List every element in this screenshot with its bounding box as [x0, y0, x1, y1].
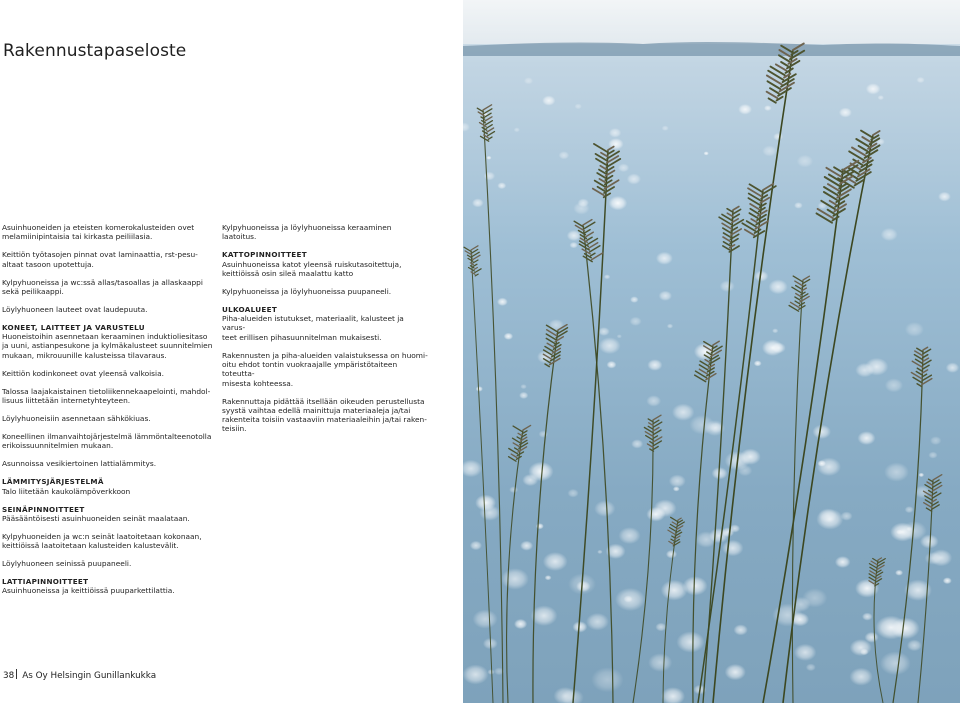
column-left-paragraph: [2, 459, 214, 468]
column-right-paragraph-text: Rakennusten ja piha-alueiden valaistuksessa on huomi- oitu ehdot tontin vuokraajalle ympäristötaiteen toteutta- misesta kohteessa.: [222, 350, 428, 388]
column-right-paragraph: [222, 397, 428, 434]
column-left-paragraph-text: Löylyhuoneen lauteet ovat laudepuuta.: [2, 304, 148, 314]
column-left-paragraph-text: Kylpyhuoneiden ja wc:n seinät laatoitetaan kokonaan, keittiöissä laatoitetaan kalusteiden kalustevälit.: [2, 531, 202, 551]
column-left-paragraph: [2, 223, 214, 242]
page-footer: [3, 669, 156, 681]
column-left-section-heading: LATTIAPINNOITTEET: [2, 577, 89, 587]
column-left-paragraph: [2, 323, 214, 360]
text-column-left: [2, 223, 214, 604]
column-left-section-heading: LÄMMITYSJÄRJESTELMÄ: [2, 477, 104, 487]
column-right-paragraph-text: Rakennuttaja pidättää itsellään oikeuden perustellusta syystä vaihtaa edellä mainittuja materiaaleja ja/tai rakenteita toisiin vastaaviin materiaaleihin ja/tai raken- teisiin.: [222, 396, 427, 434]
column-left-paragraph-text: Löylyhuoneen seinissä puupaneeli.: [2, 559, 132, 569]
column-left-paragraph-text: Keittiön kodinkoneet ovat yleensä valkoisia.: [2, 368, 164, 378]
column-left-paragraph: [2, 387, 214, 406]
column-left-section-heading: SEINÄPINNOITTEET: [2, 504, 85, 514]
column-left-paragraph-text: Kylpyhuoneissa ja wc:ssä allas/tasoallas ja allaskaappi sekä peilikaappi.: [2, 277, 203, 296]
reed-grass-over-water-photo: [463, 0, 960, 703]
column-left-paragraph-text: Talossa laajakaistainen tietoliikennekaapelointi, mahdol- lisuus liittetään internetyhteyteen.: [2, 386, 211, 405]
column-right-paragraph-text: Kylpyhuoneissa ja löylyhuoneissa keraaminen laatoitus.: [222, 223, 392, 242]
column-right-paragraph-text: Piha-alueiden istutukset, materiaalit, kalusteet ja varus- teet erillisen pihasuunnitelman mukaisesti.: [222, 314, 404, 342]
page-title: Rakennustapaseloste: [3, 41, 187, 62]
footer-divider: [16, 669, 17, 679]
column-left-paragraph: [2, 432, 214, 451]
column-left-paragraph: [2, 477, 214, 496]
column-left-section-heading: KONEET, LAITTEET JA VARUSTELU: [2, 322, 145, 332]
column-right-paragraph: [222, 287, 428, 296]
distant-shoreline: [463, 42, 960, 56]
publication-name: As Oy Helsingin Gunillankukka: [22, 671, 157, 681]
text-column-right: [222, 223, 428, 442]
column-right-paragraph: [222, 223, 428, 242]
column-left-paragraph: [2, 369, 214, 378]
column-right-paragraph: [222, 250, 428, 278]
sky: [463, 0, 960, 44]
column-left-paragraph-text: Huoneistoihin asennetaan keraaminen induktioliesitaso ja uuni, astianpesukone ja kylmäkalusteet suunnitelmien mukaan, mikrouunille kalusteissa tilavaraus.: [2, 332, 213, 360]
column-right-section-heading: KATTOPINNOITTEET: [222, 250, 307, 260]
column-right-paragraph: [222, 351, 428, 388]
column-right-paragraph-text: Kylpyhuoneissa ja löylyhuoneissa puupaneeli.: [222, 286, 392, 296]
column-left-paragraph: [2, 577, 214, 596]
column-right-section-heading: ULKOALUEET: [222, 304, 278, 314]
column-left-paragraph-text: Koneellinen ilmanvaihtojärjestelmä lämmöntalteenotolla erikoissuunnitelmien mukaan.: [2, 431, 212, 451]
column-left-paragraph-text: Asuinhuoneiden ja eteisten komerokalusteiden ovet melamiinipintaisia tai kirkasta peiliilasia.: [2, 223, 195, 242]
column-left-paragraph: [2, 414, 214, 423]
column-left-paragraph-text: Asunnoissa vesikiertoinen lattialämmitys.: [2, 459, 157, 469]
column-left-paragraph: [2, 278, 214, 297]
column-left-paragraph-text: Keittiön työtasojen pinnat ovat laminaattia, rst-pesu- altaat tasoon upotettuja.: [2, 250, 198, 269]
column-left-paragraph: [2, 305, 214, 314]
column-left-paragraph: [2, 532, 214, 551]
column-left-paragraph-text: Asuinhuoneissa ja keittiöissä puuparkettilattia.: [2, 586, 175, 596]
column-right-paragraph: [222, 305, 428, 342]
column-left-paragraph-text: Löylyhuoneisiin asennetaan sähkökiuas.: [2, 413, 151, 423]
column-left-paragraph: [2, 505, 214, 524]
column-left-paragraph-text: Pääsääntöisesti asuinhuoneiden seinät maalataan.: [2, 513, 190, 523]
column-left-paragraph: [2, 559, 214, 568]
column-left-paragraph: [2, 250, 214, 269]
column-left-paragraph-text: Talo liitetään kaukolämpöverkkoon: [2, 486, 131, 496]
page-number: 38: [3, 671, 15, 681]
column-right-paragraph-text: Asuinhuoneissa katot yleensä ruiskutasoitettuja, keittiöissä osin sileä maalattu katto: [222, 259, 402, 278]
photo-illustration: [463, 0, 960, 703]
